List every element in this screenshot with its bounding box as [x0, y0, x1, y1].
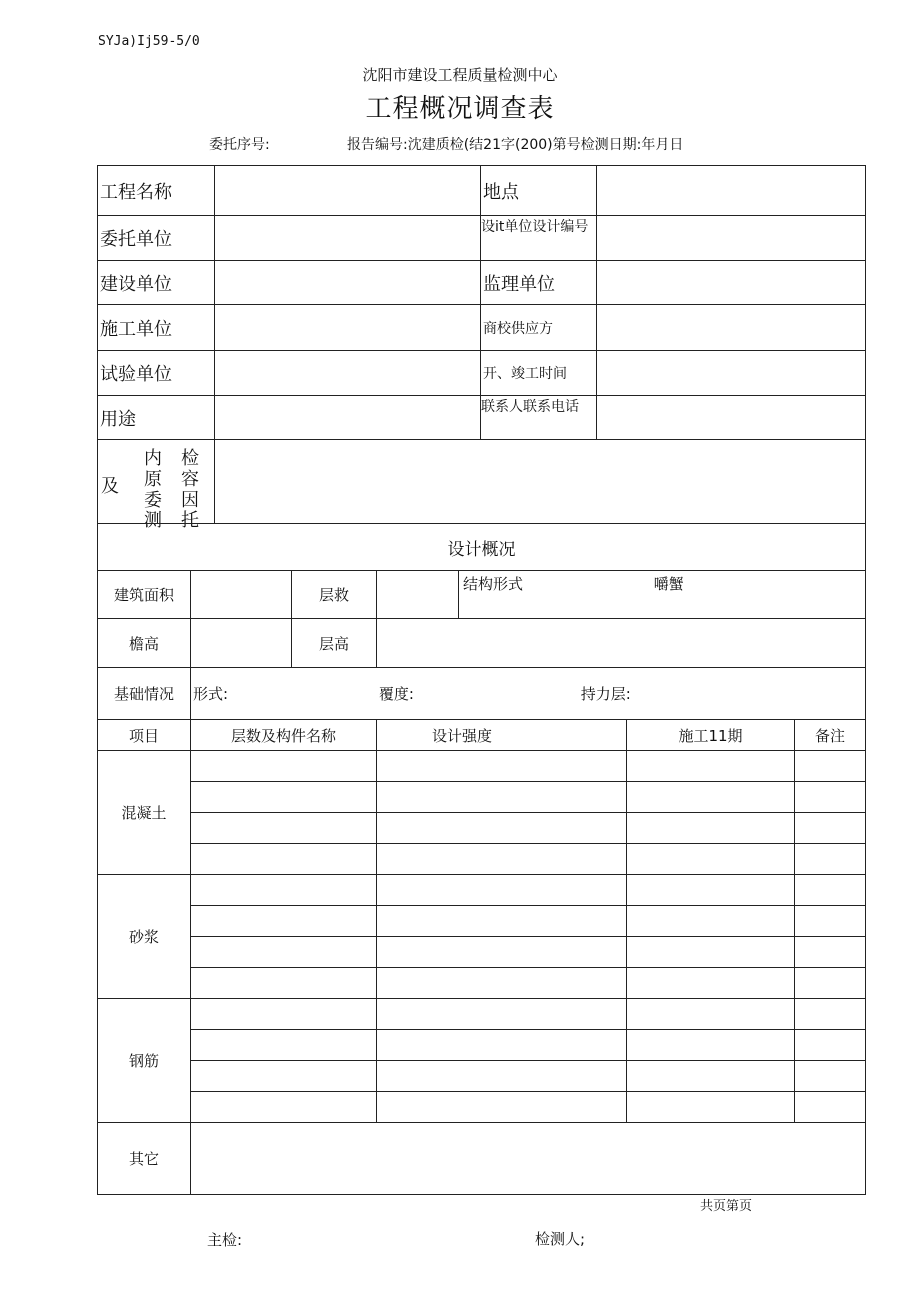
table-cell[interactable] — [795, 844, 866, 875]
table-cell[interactable] — [191, 937, 377, 968]
structure-cell[interactable] — [459, 571, 866, 619]
table-cell[interactable] — [627, 999, 795, 1030]
purpose-char: 托 — [181, 509, 199, 531]
table-cell[interactable] — [377, 1092, 627, 1123]
table-cell[interactable] — [795, 875, 866, 906]
location-field[interactable] — [597, 166, 866, 216]
bearing-layer-label: 持力层: — [580, 685, 631, 703]
purpose-char: 因 — [181, 489, 199, 511]
depth-label: 覆度: — [378, 685, 414, 703]
design-section-title: 设计概况 — [98, 524, 866, 571]
table-cell[interactable] — [377, 1061, 627, 1092]
eave-height-field[interactable] — [191, 619, 292, 668]
table-cell[interactable] — [795, 999, 866, 1030]
table-cell[interactable] — [377, 844, 627, 875]
client-field[interactable] — [215, 216, 481, 261]
table-cell[interactable] — [191, 875, 377, 906]
purpose-field[interactable] — [215, 440, 866, 524]
test-unit-field[interactable] — [215, 351, 481, 396]
table-cell[interactable] — [795, 1061, 866, 1092]
floor-height-label: 层高 — [292, 619, 377, 668]
structure-label: 结构形式 — [463, 575, 524, 593]
table-cell[interactable] — [191, 906, 377, 937]
header-design-strength: 设计强度 — [377, 720, 627, 751]
table-cell[interactable] — [627, 813, 795, 844]
usage-field[interactable] — [215, 396, 481, 440]
table-cell[interactable] — [795, 1092, 866, 1123]
design-overview-table — [97, 523, 866, 1195]
header-remarks: 备注 — [795, 720, 866, 751]
table-cell[interactable] — [191, 782, 377, 813]
foundation-label: 基础情况 — [98, 668, 191, 720]
table-cell[interactable] — [377, 999, 627, 1030]
area-label: 建筑面积 — [98, 571, 191, 619]
group-other: 其它 — [98, 1123, 191, 1195]
purpose-char: 容 — [181, 468, 199, 490]
design-unit-no-label: 设it单位设计编号 — [481, 216, 597, 261]
table-cell[interactable] — [795, 968, 866, 999]
contact-label: 联系人联系电话 — [481, 396, 597, 440]
page-counter: 共页第页 — [700, 1199, 753, 1214]
start-end-time-field[interactable] — [597, 351, 866, 396]
form-label: 形式: — [193, 685, 229, 703]
report-number-line: 报告编号:沈建质检(结21字(200)第号检测日期:年月日 — [347, 137, 684, 153]
location-label: 地点 — [481, 166, 597, 216]
contact-field[interactable] — [597, 396, 866, 440]
purpose-char: 委 — [144, 489, 162, 511]
purpose-label — [98, 440, 215, 531]
other-field[interactable] — [191, 1123, 866, 1195]
eave-height-label: 檐高 — [98, 619, 191, 668]
document-code: SYJa)Ij59-5/0 — [98, 34, 200, 49]
project-info-table — [97, 165, 866, 531]
concrete-supplier-field[interactable] — [597, 305, 866, 351]
entrust-number-label: 委托序号: — [209, 137, 270, 153]
table-cell[interactable] — [795, 1030, 866, 1061]
table-cell[interactable] — [795, 751, 866, 782]
table-cell[interactable] — [627, 875, 795, 906]
table-cell[interactable] — [377, 751, 627, 782]
table-cell[interactable] — [191, 1030, 377, 1061]
table-cell[interactable] — [377, 937, 627, 968]
table-cell[interactable] — [191, 968, 377, 999]
foundation-cell[interactable] — [191, 668, 866, 720]
table-cell[interactable] — [627, 751, 795, 782]
table-cell[interactable] — [627, 937, 795, 968]
header-item: 项目 — [98, 720, 191, 751]
client-label: 委托单位 — [98, 216, 215, 261]
table-cell[interactable] — [377, 813, 627, 844]
table-cell[interactable] — [627, 844, 795, 875]
table-cell[interactable] — [627, 782, 795, 813]
table-cell[interactable] — [627, 968, 795, 999]
header-construction-date: 施工11期 — [627, 720, 795, 751]
group-concrete: 混凝土 — [98, 751, 191, 875]
table-cell[interactable] — [191, 1061, 377, 1092]
concrete-supplier-label: 商校供应方 — [481, 305, 597, 351]
group-mortar: 砂浆 — [98, 875, 191, 999]
test-unit-label: 试验单位 — [98, 351, 215, 396]
area-field[interactable] — [191, 571, 292, 619]
usage-label: 用途 — [98, 396, 215, 440]
table-cell[interactable] — [627, 1030, 795, 1061]
organization-name: 沈阳市建设工程质量检测中心 — [362, 66, 558, 84]
supervision-unit-label: 监理单位 — [481, 261, 597, 305]
floors-label: 层救 — [292, 571, 377, 619]
table-cell[interactable] — [191, 999, 377, 1030]
table-cell[interactable] — [627, 906, 795, 937]
table-cell[interactable] — [377, 968, 627, 999]
chief-inspector-label: 主检: — [207, 1231, 243, 1249]
purpose-char: 原 — [144, 468, 162, 490]
table-cell[interactable] — [795, 782, 866, 813]
table-cell[interactable] — [377, 875, 627, 906]
project-name-label: 工程名称 — [98, 166, 215, 216]
design-unit-no-field[interactable] — [597, 216, 866, 261]
table-cell[interactable] — [627, 1092, 795, 1123]
floor-height-field[interactable] — [377, 619, 866, 668]
builder-label: 施工单位 — [98, 305, 215, 351]
table-cell[interactable] — [191, 844, 377, 875]
table-cell[interactable] — [795, 813, 866, 844]
supervision-unit-field[interactable] — [597, 261, 866, 305]
builder-field[interactable] — [215, 305, 481, 351]
table-cell[interactable] — [795, 906, 866, 937]
table-cell[interactable] — [795, 937, 866, 968]
table-cell[interactable] — [191, 1092, 377, 1123]
construction-unit-field[interactable] — [215, 261, 481, 305]
page-title: 工程概况调查表 — [365, 94, 555, 124]
inspector-label: 检测人; — [535, 1230, 586, 1248]
table-cell[interactable] — [191, 751, 377, 782]
table-cell[interactable] — [377, 1030, 627, 1061]
group-steel: 钢筋 — [98, 999, 191, 1123]
purpose-char: 测 — [144, 509, 162, 531]
project-name-field[interactable] — [215, 166, 481, 216]
floors-field[interactable] — [377, 571, 459, 619]
purpose-char: 及 — [101, 475, 119, 497]
start-end-time-label: 开、竣工时间 — [481, 351, 597, 396]
table-cell[interactable] — [377, 782, 627, 813]
table-cell[interactable] — [191, 813, 377, 844]
purpose-char: 检 — [181, 447, 199, 469]
table-cell[interactable] — [627, 1061, 795, 1092]
table-cell[interactable] — [377, 906, 627, 937]
purpose-char: 内 — [144, 447, 162, 469]
construction-unit-label: 建设单位 — [98, 261, 215, 305]
structure-extra: 嚼蟹 — [653, 575, 684, 593]
header-member-name: 层数及构件名称 — [191, 720, 377, 751]
